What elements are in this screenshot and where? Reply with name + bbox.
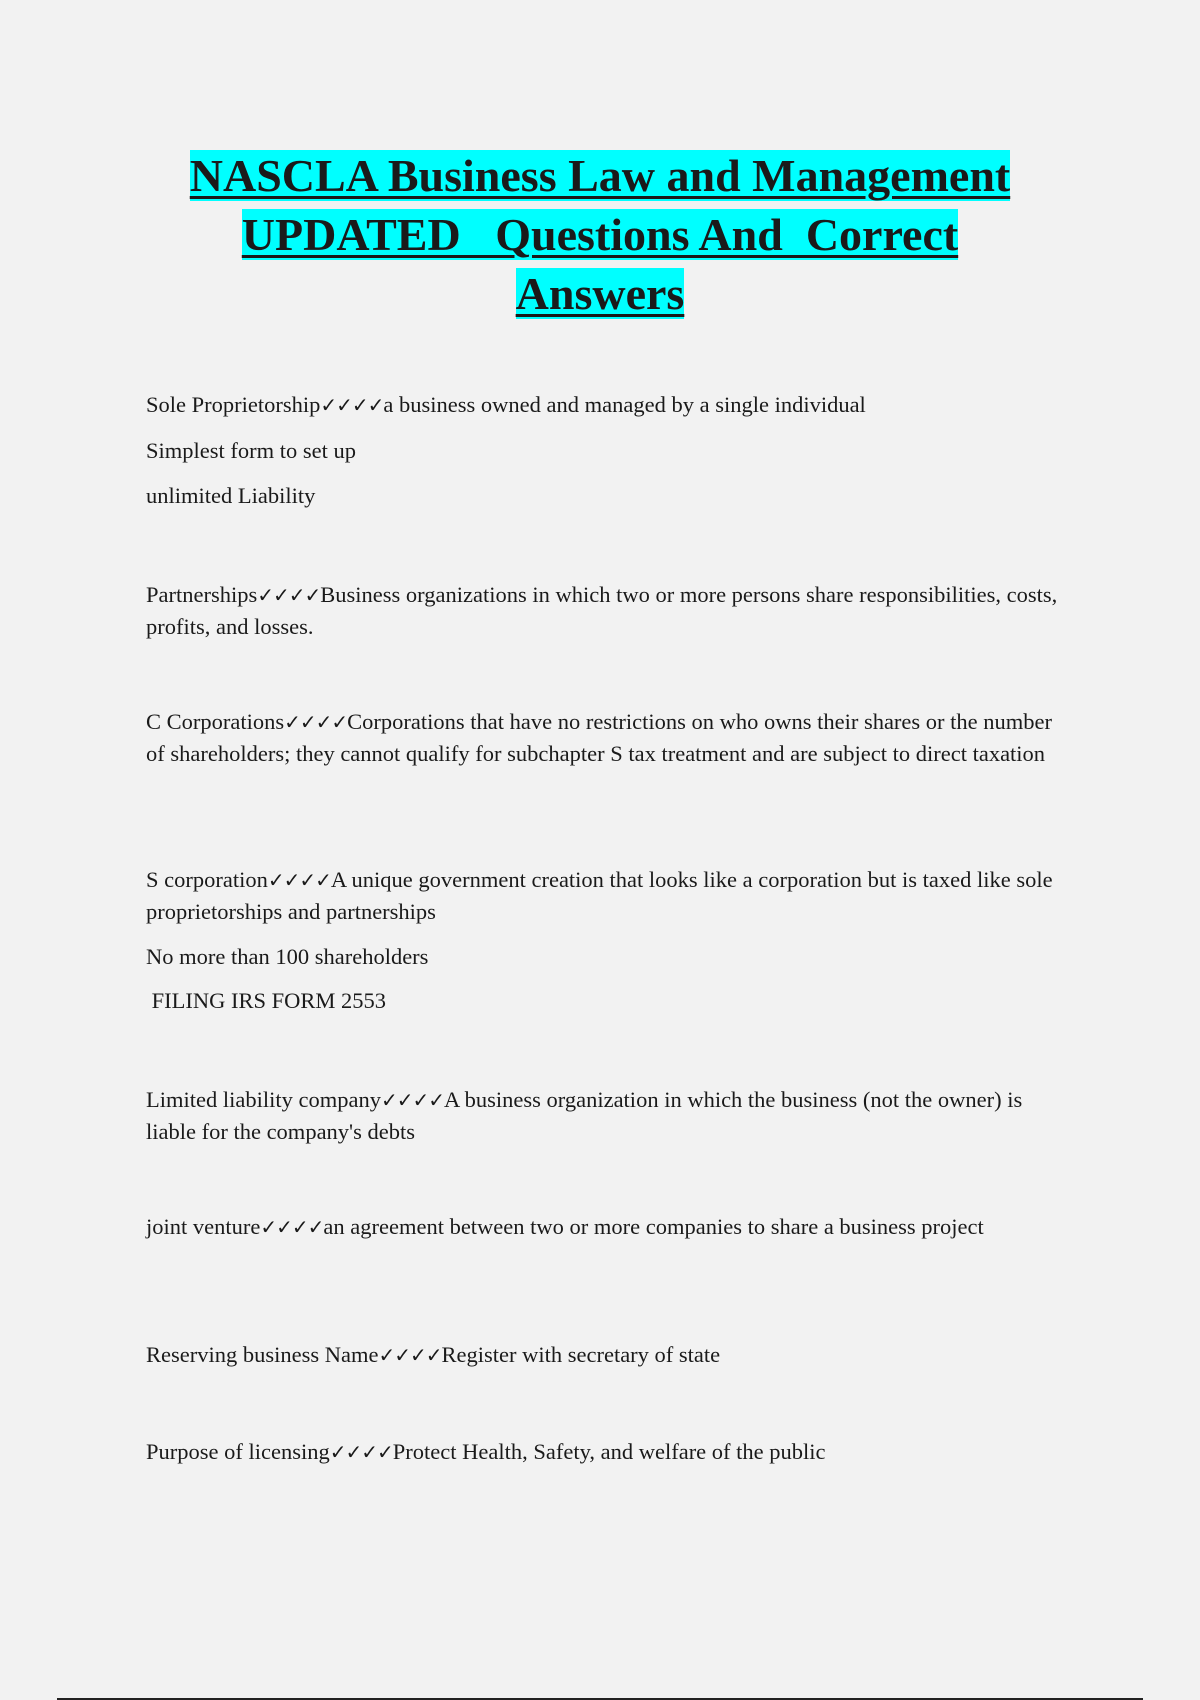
qa-line xyxy=(146,389,1066,421)
document-title xyxy=(100,146,1100,323)
check-separator: ✓✓✓✓ xyxy=(284,710,348,734)
qa-entry-joint-venture xyxy=(146,1211,1066,1243)
term: Reserving business Name xyxy=(146,1342,379,1367)
qa-line xyxy=(146,864,1066,927)
qa-entry-c-corporations xyxy=(146,706,1066,769)
term: joint venture xyxy=(146,1214,261,1239)
qa-line xyxy=(146,1084,1066,1147)
definition: Business organizations in which two or more persons share responsibilities, costs, profits, and losses. xyxy=(146,582,1058,639)
definition: Protect Health, Safety, and welfare of the public xyxy=(392,1439,826,1464)
qa-line xyxy=(146,1211,1066,1243)
check-separator: ✓✓✓✓ xyxy=(267,868,331,892)
check-separator: ✓✓✓✓ xyxy=(378,1343,442,1367)
check-separator: ✓✓✓✓ xyxy=(320,393,384,417)
note: Simplest form to set up xyxy=(146,438,356,463)
term: Partnerships xyxy=(146,582,258,607)
term: Limited liability company xyxy=(146,1087,381,1112)
definition: Corporations that have no restrictions on who owns their shares or the number of shareholders; they cannot qualify for subchapter S tax treatment and are subject to direct taxation xyxy=(146,709,1053,766)
note: unlimited Liability xyxy=(146,483,316,508)
qa-line xyxy=(146,579,1066,642)
title-line-2: UPDATED Questions And Correct xyxy=(241,209,959,260)
definition: A unique government creation that looks like a corporation but is taxed like sole proprietorships and partnerships xyxy=(146,867,1053,924)
note: FILING IRS FORM 2553 xyxy=(146,988,387,1013)
term: C Corporations xyxy=(146,709,285,734)
qa-entry-s-corporation xyxy=(146,864,1066,1016)
definition: a business owned and managed by a single individual xyxy=(383,392,866,417)
qa-entry-sole-proprietorship xyxy=(146,389,1066,511)
qa-entry-llc xyxy=(146,1084,1066,1147)
term: Purpose of licensing xyxy=(146,1439,330,1464)
check-separator: ✓✓✓✓ xyxy=(380,1088,444,1112)
term: S corporation xyxy=(146,867,268,892)
definition: Register with secretary of state xyxy=(441,1342,721,1367)
definition: an agreement between two or more companies to share a business project xyxy=(323,1214,984,1239)
check-separator: ✓✓✓✓ xyxy=(329,1440,393,1464)
check-separator: ✓✓✓✓ xyxy=(257,583,321,607)
title-line-3: Answers xyxy=(515,268,685,319)
note: No more than 100 shareholders xyxy=(146,944,429,969)
qa-entry-purpose-of-licensing xyxy=(146,1436,1066,1468)
definition: A business organization in which the business (not the owner) is liable for the company's debts xyxy=(146,1087,1023,1144)
qa-entry-reserving-name xyxy=(146,1339,1066,1371)
qa-line xyxy=(146,1339,1066,1371)
qa-line xyxy=(146,1436,1066,1468)
title-line-1: NASCLA Business Law and Management xyxy=(189,150,1011,201)
qa-entry-partnerships xyxy=(146,579,1066,642)
term: Sole Proprietorship xyxy=(146,392,321,417)
qa-line xyxy=(146,706,1066,769)
check-separator: ✓✓✓✓ xyxy=(260,1215,324,1239)
